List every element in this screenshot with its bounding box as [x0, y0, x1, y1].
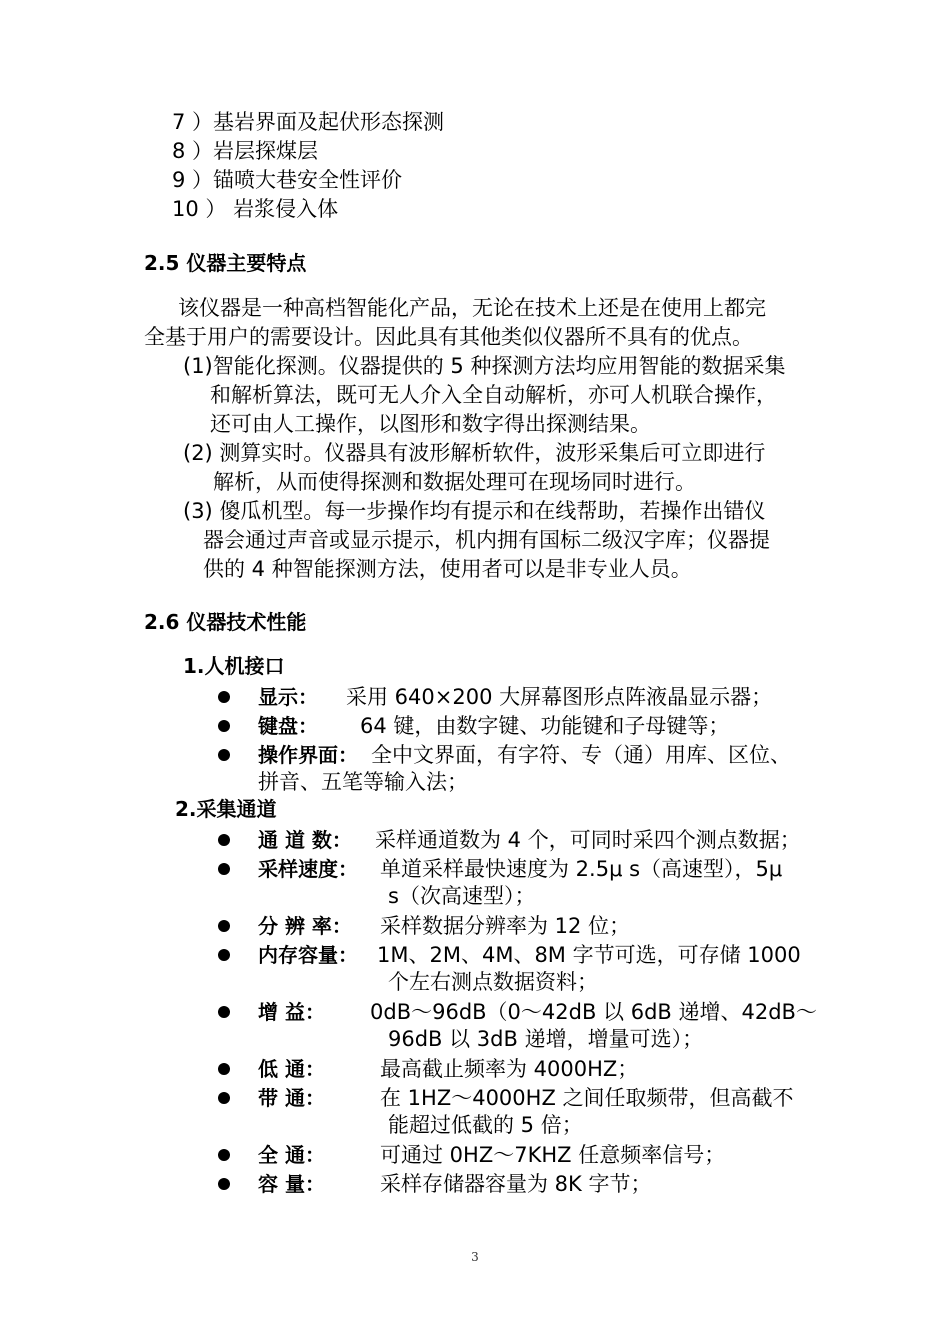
spec-term-keyboard: 键盘：	[258, 714, 318, 738]
page-number: 3	[471, 1250, 479, 1264]
section-heading-2-6: 2.6 仪器技术性能	[144, 610, 307, 634]
spec-term-memory: 内存容量：	[258, 943, 358, 967]
bullet-icon	[218, 834, 230, 846]
spec-value-bandpass-line-2: 能超过低截的 5 倍；	[388, 1113, 583, 1137]
spec-term-capacity: 容 量：	[258, 1172, 325, 1196]
spec-value-sampling-speed-line-2: s（次高速型）；	[388, 884, 536, 908]
feature-2-line-1: (2) 测算实时。仪器具有波形解析软件，波形采集后可立即进行	[183, 441, 766, 465]
spec-term-resolution: 分 辨 率：	[258, 914, 352, 938]
spec-value-keyboard: 64 键，由数字键、功能键和子母键等；	[360, 714, 730, 738]
bullet-icon	[218, 691, 230, 703]
feature-1-line-2: 和解析算法，既可无人介入全自动解析，亦可人机联合操作，	[210, 383, 777, 407]
intro-line-1: 该仪器是一种高档智能化产品，无论在技术上还是在使用上都完	[178, 296, 766, 320]
bullet-icon	[218, 1006, 230, 1018]
bullet-icon	[218, 1178, 230, 1190]
section-heading-2-5: 2.5 仪器主要特点	[144, 251, 307, 275]
spec-value-memory-line-1: 1M、2M、4M、8M 字节可选，可存储 1000	[377, 943, 801, 967]
spec-value-bandpass-line-1: 在 1HZ～4000HZ 之间任取频带，但高截不	[380, 1086, 794, 1110]
feature-3-line-2: 器会通过声音或显示提示，机内拥有国标二级汉字库；仪器提	[203, 528, 770, 552]
list-item-10: 10 ） 岩浆侵入体	[172, 197, 339, 221]
spec-value-channels: 采样通道数为 4 个，可同时采四个测点数据；	[375, 828, 801, 852]
spec-term-channels: 通 道 数：	[258, 828, 352, 852]
list-item-9: 9 ）锚喷大巷安全性评价	[172, 168, 403, 192]
bullet-icon	[218, 920, 230, 932]
spec-value-display: 采用 640×200 大屏幕图形点阵液晶显示器；	[346, 685, 773, 709]
spec-value-allpass: 可通过 0HZ～7KHZ 任意频率信号；	[380, 1143, 726, 1167]
spec-term-display: 显示：	[258, 685, 318, 709]
spec-term-gain: 增 益：	[258, 1000, 325, 1024]
bullet-icon	[218, 1149, 230, 1161]
bullet-icon	[218, 1063, 230, 1075]
spec-value-resolution: 采样数据分辨率为 12 位；	[380, 914, 631, 938]
bullet-icon	[218, 1092, 230, 1104]
list-item-7: 7 ）基岩界面及起伏形态探测	[172, 110, 445, 134]
feature-3-line-1: (3) 傻瓜机型。每一步操作均有提示和在线帮助，若操作出错仪	[183, 499, 766, 523]
list-item-8: 8 ）岩层探煤层	[172, 139, 319, 163]
subheading-human-machine-interface: 1.人机接口	[183, 654, 285, 678]
spec-term-sampling-speed: 采样速度：	[258, 857, 358, 881]
spec-term-ui: 操作界面：	[258, 743, 358, 767]
feature-1-line-1: (1)智能化探测。仪器提供的 5 种探测方法均应用智能的数据采集	[183, 354, 786, 378]
spec-value-memory-line-2: 个左右测点数据资料；	[388, 970, 598, 994]
bullet-icon	[218, 720, 230, 732]
intro-line-2: 全基于用户的需要设计。因此具有其他类似仪器所不具有的优点。	[144, 325, 753, 349]
spec-term-lowpass: 低 通：	[258, 1057, 325, 1081]
spec-value-ui-line-2: 拼音、五笔等输入法；	[258, 770, 468, 794]
spec-value-lowpass: 最高截止频率为 4000HZ；	[380, 1057, 639, 1081]
bullet-icon	[218, 863, 230, 875]
spec-value-ui-line-1: 全中文界面，有字符、专（通）用库、区位、	[371, 743, 791, 767]
spec-value-capacity: 采样存储器容量为 8K 字节；	[380, 1172, 652, 1196]
spec-term-allpass: 全 通：	[258, 1143, 325, 1167]
bullet-icon	[218, 949, 230, 961]
bullet-icon	[218, 749, 230, 761]
subheading-acquisition-channel: 2.采集通道	[175, 797, 277, 821]
spec-term-bandpass: 带 通：	[258, 1086, 325, 1110]
spec-value-sampling-speed-line-1: 单道采样最快速度为 2.5μ s（高速型），5μ	[380, 857, 783, 881]
feature-1-line-3: 还可由人工操作，以图形和数字得出探测结果。	[210, 412, 651, 436]
spec-value-gain-line-1: 0dB～96dB（0～42dB 以 6dB 递增、42dB～	[370, 1000, 817, 1024]
spec-value-gain-line-2: 96dB 以 3dB 递增，增量可选）；	[388, 1027, 704, 1051]
feature-2-line-2: 解析，从而使得探测和数据处理可在现场同时进行。	[213, 470, 696, 494]
feature-3-line-3: 供的 4 种智能探测方法，使用者可以是非专业人员。	[203, 557, 692, 581]
